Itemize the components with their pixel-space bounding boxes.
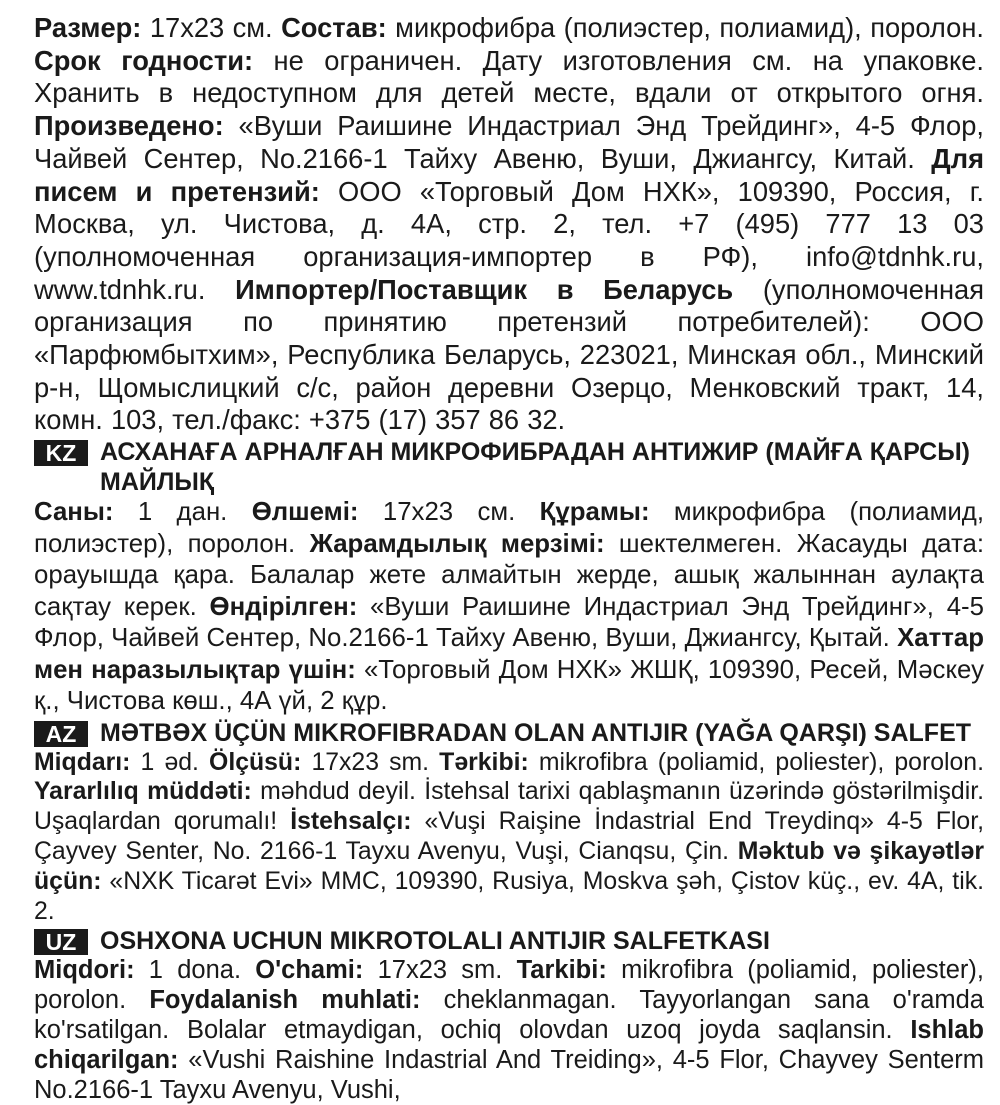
ru-claims-value: ООО «Торговый Дом НХК», 109390, Россия, г. Москва, ул. Чистова, д. 4А, стр. 2, тел. +7 (495) 777 13 03 (уполномоченная организация-импортер в РФ), info@tdnhk.ru, www.tdnhk.ru.	[34, 175, 984, 305]
uz-size-value: 17x23 sm.	[363, 956, 517, 985]
uz-composition-label: Tarkibi:	[516, 956, 607, 985]
kz-size-value: 17x23 см.	[358, 498, 540, 527]
az-title: MƏTBƏX ÜÇÜN MIKROFIBRADAN OLAN ANTIJIR (YAĞA QARŞI) SALFET	[100, 718, 972, 747]
az-qty-value: 1 əd.	[130, 748, 210, 776]
ru-size-label: Размер:	[34, 12, 142, 43]
kz-shelf-label: Жарамдылық мерзімі:	[309, 529, 605, 558]
az-size-label: Ölçüsü:	[209, 748, 302, 776]
az-made-value: «Vuşi Raişine İndastrial End Treydinq» 4-5 Flor, Çayvey Senter, No. 2166-1 Tayxu Avenyu, Vuşi, Cianqsu, Çin.	[34, 808, 984, 866]
uz-shelf-value: cheklanmagan. Tayyorlangan sana o'ramda ko'rsatilgan. Bolalar etmaydigan, ochiq olovdan uzoq joyda saqlansin.	[34, 986, 984, 1045]
kz-title: АСХАНАҒА АРНАЛҒАН МИКРОФИБРАДАН АНТИЖИР (МАЙҒА ҚАРСЫ) МАЙЛЫҚ	[100, 438, 970, 497]
ru-claims-label: Для писем и претензий:	[34, 142, 984, 207]
az-composition-value: mikrofibra (poliamid, poliester), porolon.	[528, 748, 984, 776]
ru-made-label: Произведено:	[34, 110, 224, 142]
kz-composition-label: Құрамы:	[539, 498, 650, 527]
kz-size-label: Өлшемі:	[251, 498, 359, 527]
uz-composition-value: mikrofibra (poliamid, poliester), porolon.	[34, 956, 984, 1015]
az-shelf-label: Yararlılıq müddəti:	[34, 778, 252, 806]
ru-composition-value: микрофибра (полиэстер, полиамид), поролон.	[386, 12, 985, 43]
azerbaijani-section	[34, 748, 984, 927]
uz-qty-label: Miqdori:	[34, 956, 135, 985]
kz-claims-value: «Торговый Дом НХК» ЖШҚ, 109390, Ресей, Мәскеу қ., Чистова көш., 4А үй, 2 құр.	[34, 655, 984, 716]
ru-shelf-label: Срок годности:	[34, 44, 254, 76]
kz-composition-value: микрофибра (полиамид, полиэстер), поролон.	[34, 498, 984, 558]
uz-qty-value: 1 dona.	[134, 956, 256, 985]
az-language-badge: AZ	[34, 721, 88, 747]
uz-made-value: «Vushi Raishine Indastrial And Treiding», 4-5 Flor, Chayvey Senterm No.2166-1 Tayxu Avenyu, Vushi,	[34, 1045, 984, 1104]
product-label	[34, 12, 984, 1105]
uz-made-label: Ishlab chiqarilgan:	[34, 1016, 984, 1074]
kz-made-label: Өндірілген:	[209, 592, 358, 621]
uz-shelf-label: Foydalanish muhlati:	[149, 986, 421, 1015]
kz-qty-value: 1 дан.	[113, 498, 252, 527]
kz-qty-label: Саны:	[34, 498, 114, 527]
ru-importer-value: (уполномоченная организация по принятию претензий потребителей): ООО «Парфюмбытхим», Республика Беларусь, 223021, Минская обл., Минский р-н, Щомыслицкий с/с, район деревни Озерцо, Менковский тракт, 14, комн. 103, тел./факс: +375 (17) 357 86 32.	[34, 273, 984, 436]
az-heading	[34, 718, 984, 748]
kz-heading	[34, 437, 984, 497]
uz-size-label: O'chami:	[255, 956, 364, 985]
az-qty-label: Miqdarı:	[34, 748, 131, 776]
az-made-label: İstehsalçı:	[290, 808, 412, 836]
az-size-value: 17x23 sm.	[301, 748, 440, 776]
russian-section	[34, 12, 984, 437]
az-claims-value: «NXK Ticarət Evi» MMC, 109390, Rusiya, Moskva şəh, Çistov küç., ev. 4A, tik. 2.	[34, 867, 984, 925]
uzbek-section	[34, 956, 984, 1105]
ru-size-value: 17x23 см.	[141, 12, 282, 43]
az-composition-label: Tərkibi:	[439, 748, 529, 776]
ru-composition-label: Состав:	[281, 12, 387, 43]
kz-made-value: «Вуши Раишине Индастриал Энд Трейдинг», 4-5 Флор, Чайвей Сентер, No.2166-1 Тайху Авеню, Вуши, Джиангсу, Қытай.	[34, 592, 984, 653]
ru-shelf-value: не ограничен. Дату изготовления см. на упаковке. Хранить в недоступном для детей месте, вдали от открытого огня.	[34, 44, 985, 109]
ru-made-value: «Вуши Раишине Индастриал Энд Трейдинг», 4-5 Флор, Чайвей Сентер, No.2166-1 Тайху Авеню, Вуши, Джиангсу, Китай.	[34, 110, 984, 174]
kz-claims-label: Хаттар мен наразылықтар үшін:	[34, 624, 984, 684]
kz-language-badge: KZ	[34, 440, 88, 466]
az-shelf-value: məhdud deyil. İstehsal tarixi qablaşmanın üzərində göstərilmişdir. Uşaqlardan qorumalı!	[34, 778, 984, 836]
kazakh-section	[34, 497, 984, 718]
az-claims-label: Məktub və şikayətlər üçün:	[34, 838, 984, 895]
uz-heading	[34, 926, 984, 956]
uz-language-badge: UZ	[34, 929, 88, 955]
kz-shelf-value: шектелмеген. Жасауды дата: орауышда қара. Балалар жете алмайтын жерде, ашық жалыннан аулақта сақтау керек.	[34, 529, 984, 621]
uz-title: OSHXONA UCHUN MIKROTOLALI ANTIJIR SALFETKASI	[100, 927, 770, 956]
ru-importer-label: Импортер/Поставщик в Беларусь	[235, 273, 734, 305]
